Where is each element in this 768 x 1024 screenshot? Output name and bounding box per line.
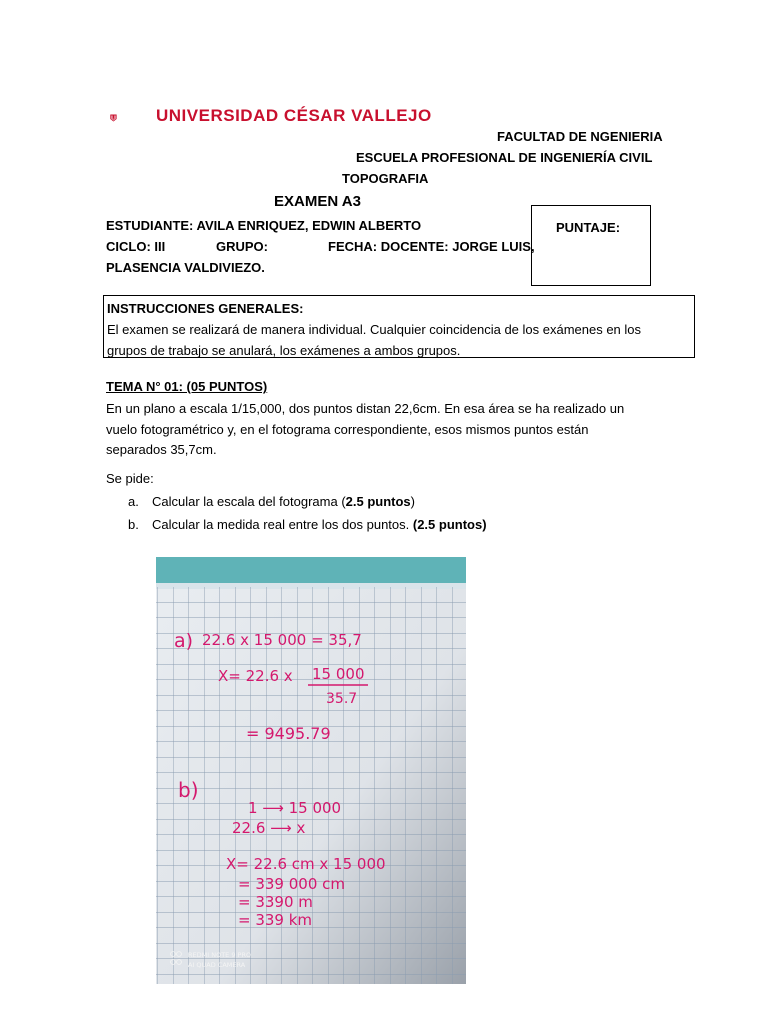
- handwritten-solution-photo: [156, 557, 466, 984]
- instructions-title: INSTRUCCIONES GENERALES:: [107, 301, 304, 316]
- school-name: ESCUELA PROFESIONAL DE INGENIERÍA CIVIL: [356, 150, 653, 165]
- university-name: UNIVERSIDAD CÉSAR VALLEJO: [156, 106, 432, 125]
- tema-line-2: vuelo fotogramétrico y, en el fotograma correspondiente, esos mismos puntos están: [106, 421, 589, 437]
- instructions-line-2: grupos de trabajo se anulará, los exámenes a ambos grupos.: [107, 343, 461, 358]
- task-b-marker: b.: [128, 517, 139, 532]
- cycle-label: CICLO: III: [106, 239, 166, 254]
- group-label: GRUPO:: [216, 239, 268, 254]
- hw-a-label: a): [174, 630, 194, 652]
- info-line: [106, 239, 535, 259]
- university-logo: [110, 94, 154, 142]
- date-teacher-label: FECHA: DOCENTE: JORGE LUIS,: [328, 239, 535, 254]
- hw-a-denominator: 35.7: [326, 691, 358, 707]
- task-b: [128, 517, 548, 537]
- hw-b-line6: = 339 km: [238, 911, 313, 929]
- score-box: [531, 205, 651, 286]
- faculty-name: FACULTAD DE NGENIERIA: [497, 129, 663, 144]
- tema-title: TEMA N° 01: (05 PUNTOS): [106, 379, 268, 394]
- course-name: TOPOGRAFIA: [342, 171, 429, 186]
- hw-a-x: X= 22.6 x: [218, 667, 293, 685]
- hw-a-result: = 9495.79: [246, 724, 331, 743]
- tema-statement: [106, 399, 666, 461]
- se-pide-label: Se pide:: [106, 471, 154, 486]
- hw-b-line1: 1 ⟶ 15 000: [248, 799, 342, 817]
- hw-b-line4: = 339 000 cm: [238, 875, 345, 893]
- hw-b-line3: X= 22.6 cm x 15 000: [226, 855, 386, 873]
- tema-line-3: separados 35,7cm.: [106, 442, 217, 457]
- exam-title: EXAMEN A3: [274, 193, 361, 210]
- tema-line-1: En un plano a escala 1/15,000, dos puntos distan 22,6cm. En esa área se ha realizado un: [106, 401, 625, 416]
- instructions-line-1: El examen se realizará de manera individual. Cualquier coincidencia de los exámenes en los: [107, 322, 642, 337]
- hw-b-line2: 22.6 ⟶ x: [232, 819, 306, 837]
- student-name: ESTUDIANTE: AVILA ENRIQUEZ, EDWIN ALBERTO: [106, 218, 422, 233]
- hw-a-line1: 22.6 x 15 000 = 35,7: [202, 631, 362, 649]
- instructions-box: [103, 295, 695, 358]
- score-label: PUNTAJE:: [556, 220, 621, 235]
- teacher-name-rest: PLASENCIA VALDIVIEZO.: [106, 260, 265, 275]
- hw-b-label: b): [178, 778, 199, 802]
- task-a: [128, 494, 548, 514]
- task-b-text: Calcular la medida real entre los dos puntos. (2.5 puntos): [152, 517, 487, 532]
- watermark-line-2: AI QUAD CAMERA: [188, 961, 246, 969]
- task-a-text: Calcular la escala del fotograma (2.5 puntos): [152, 494, 416, 509]
- hw-b-line5: = 3390 m: [238, 893, 313, 911]
- notebook-page: [156, 557, 466, 984]
- task-a-marker: a.: [128, 494, 139, 509]
- watermark-line-1: REDMI NOTE 9 PRO: [188, 951, 252, 959]
- hw-a-numerator: 15 000: [312, 665, 365, 683]
